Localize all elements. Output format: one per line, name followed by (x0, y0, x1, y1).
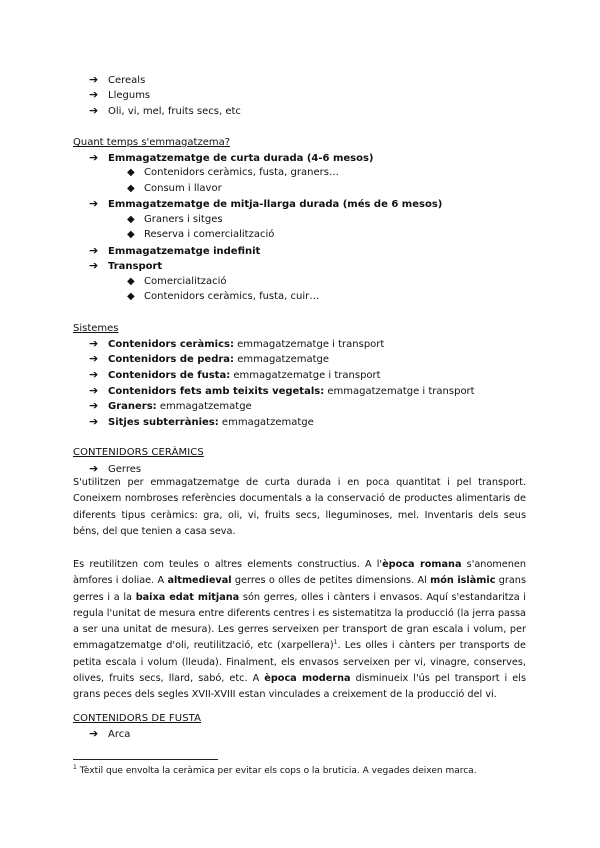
footnote: $^1$ Tèxtil que envolta la ceràmica per evitar els cops o la bruticia. A vegades deixen marca. (73, 764, 477, 776)
arrow-right-icon: ➔ (89, 415, 99, 428)
list-item: ➔ Contenidors de pedra: emmagatzematge (89, 352, 330, 365)
diamond-bullet-icon: ◆ (127, 214, 135, 225)
footnote-reference: 1 (333, 639, 338, 647)
arrow-right-icon: ➔ (89, 337, 99, 350)
list-item: ➔ Graners: emmagatzematge (89, 399, 252, 412)
arrow-right-icon: ➔ (89, 368, 99, 381)
diamond-bullet-icon: ◆ (127, 167, 135, 178)
section-heading-duration: Quant temps s'emmagatzema? (73, 137, 231, 148)
diamond-bullet-icon: ◆ (127, 229, 135, 240)
arrow-right-icon: ➔ (89, 399, 99, 412)
footnote-divider (73, 759, 218, 760)
arrow-right-icon: ➔ (89, 104, 99, 117)
arrow-right-icon: ➔ (89, 462, 99, 475)
section-heading-ceramics: CONTENIDORS CERÀMICS (73, 447, 204, 458)
list-item: ➔ Arca (89, 727, 131, 740)
list-item: ➔ Contenidors ceràmics: emmagatzematge i transport (89, 337, 385, 350)
arrow-right-icon: ➔ (89, 727, 99, 740)
sub-list-item: ◆ Contenidors ceràmics, fusta, cuir… (127, 291, 320, 302)
diamond-bullet-icon: ◆ (127, 183, 135, 194)
list-item: ➔ Contenidors fets amb teixits vegetals: emmagatzematge i transport (89, 384, 475, 397)
arrow-right-icon: ➔ (89, 73, 99, 86)
arrow-right-icon: ➔ (89, 352, 99, 365)
list-item: ➔ Emmagatzematge de mitja-llarga durada (més de 6 mesos) (89, 197, 443, 210)
sub-list-item: ◆ Graners i sitges (127, 214, 223, 225)
sub-list-item: ◆ Contenidors ceràmics, fusta, graners… (127, 167, 339, 178)
list-item: ➔ Oli, vi, mel, fruits secs, etc (89, 104, 241, 117)
sub-list-item: ◆ Comercialització (127, 276, 227, 287)
arrow-right-icon: ➔ (89, 197, 99, 210)
section-heading-systems: Sistemes (73, 323, 119, 334)
arrow-right-icon: ➔ (89, 244, 99, 257)
sub-list-item: ◆ Consum i llavor (127, 183, 222, 194)
section-heading-wood: CONTENIDORS DE FUSTA (73, 713, 202, 724)
paragraph-ceramics-history: Es reutilitzen com teules o altres elements constructius. A l'època romana s'anomenen àmfores i doliae. A altmedieval gerres o olles de petites dimensions. Al món islàmic grans gerres i a la baixa edat mitjana són gerres, olles i cànters i envasos. Aquí s'estandaritza i regula l'unitat de mesura entre diferents centres i es sistematitza la producció (la jerra passa a ser una unitat de mesura). Les gerres serveixen per transport de gran escala i volum, per emmagatzematge d'oli, reutilització, etc (xarpellera)$^1$. Les olles i cànters per transports de petita escala i volum (lleuda). Finalment, els envasos serveixen per vi, vinagre, conserves, olives, fruits secs, llard, sabó, etc. A època moderna disminueix l'ús pel transport i els grans peces dels segles XVII-XVIII estan vinculades a creixement de la producció del vi. (73, 559, 527, 701)
list-item: ➔ Sitjes subterrànies: emmagatzematge (89, 415, 314, 428)
list-item: ➔ Contenidors de fusta: emmagatzematge i transport (89, 368, 381, 381)
arrow-right-icon: ➔ (89, 88, 99, 101)
diamond-bullet-icon: ◆ (127, 291, 135, 302)
list-item: ➔ Llegums (89, 88, 151, 101)
diamond-bullet-icon: ◆ (127, 276, 135, 287)
list-item: ➔ Emmagatzematge indefinit (89, 244, 261, 257)
list-item: ➔ Transport (89, 259, 163, 272)
list-item: ➔ Emmagatzematge de curta durada (4-6 mesos) (89, 151, 374, 164)
arrow-right-icon: ➔ (89, 384, 99, 397)
sub-list-item: ◆ Reserva i comercialització (127, 229, 275, 240)
arrow-right-icon: ➔ (89, 259, 99, 272)
paragraph-ceramics-use: S'utilitzen per emmagatzematge de curta durada i en poca quantitat i pel transport. Coneixem nombroses referències documentals a la conservació de productes alimentaris de diferents tipus ceràmics: gra, oli, vi, fruits secs, lleguminoses, mel. Inventaris dels seus béns, del que tenien a casa seva. (73, 477, 526, 537)
list-item: ➔ Cereals (89, 73, 146, 86)
list-item: ➔ Gerres (89, 462, 142, 475)
arrow-right-icon: ➔ (89, 151, 99, 164)
